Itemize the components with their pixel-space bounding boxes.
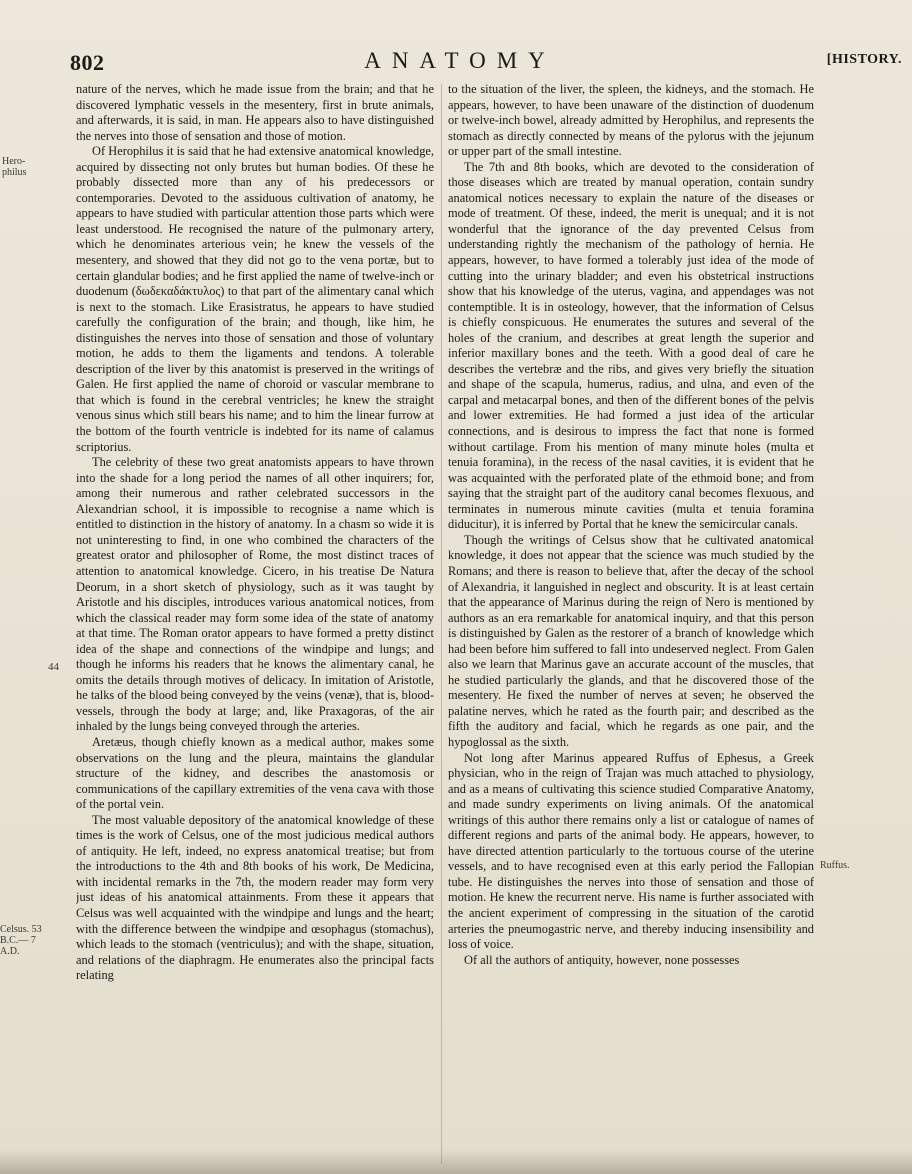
section-tag: [HISTORY. (826, 52, 902, 67)
paragraph: The 7th and 8th books, which are devoted to the consideration of those diseases which are treated by manual operation, contain sundry anatomical notices necessary to explain the nature of the diseases or mode of treatment. Of these, indeed, the merit is unequal; and it is not wonderful that the ignorance of the day prevented Celsus from understanding rightly the mechanism of the pathology of hernia. He appears, however, to have formed a tolerably just idea of the mode of cutting into the urinary bladder; and even his obstetrical instructions show that his knowledge of the uterus, vagina, and appendages was not contemptible. It is in osteology, however, that the information of Celsus is chiefly conspicuous. He enumerates the sutures and several of the holes of the cranium, and describes at great length the superior and inferior maxillary bones and the teeth. With a good deal of care he describes the vertebræ and the ribs, and gives very briefly the situation and shape of the scapula, humerus, radius, and ulna, and even of the carpal and metacarpal bones, and then of the different bones of the pelvis and lower extremities. He had formed a just idea of the articular connections, and is desirous to impress the fact that none is formed without cartilage. From his mention of many minute holes (multa et tenuia foramina), in the recess of the nasal cavities, it is evident that he was acquainted with the perforated plate of the ethmoid bone; and from saying that the straight part of the auditory canal becomes flexuous, and terminates in numerous minute cavities (multa et tenuia foramina diducitur), it is inferred by Portal that he knew the semicircular canals. (448, 159, 814, 532)
paragraph: to the situation of the liver, the spleen, the kidneys, and the stomach. He appears, however, to have been unaware of the distinction of duodenum or twelve-inch bowel, already admitted by Herophilus, and represents the stomach as directly connected by means of the pylorus with the jejunum or upper part of the small intestine. (448, 82, 814, 159)
margin-note-celsus: Celsus. 53 B.C.— 7 A.D. (0, 924, 42, 957)
paragraph: Of Herophilus it is said that he had extensive anatomical knowledge, acquired by dissecting not only brutes but human bodies. Of these he probably dissected more than any of his predecessors or contemporaries. Devoted to the assiduous cultivation of anatomy, he appears to have studied with particular attention those parts which were least understood. He recognised the nature of the pulmonary artery, which he denominates arterious vein; he knew the vessels of the mesentery, and showed that they did not go to the vena portæ, but to certain glandular bodies; and he first applied the name of twelve-inch or duodenum (δωδεκαδάκτυλος) to that part of the alimentary canal which is next to the stomach. Like Erasistratus, he appears to have studied carefully the configuration of the brain; and though, like him, he distinguishes the nerves into those of sensation and those of voluntary motion, he adds to them the ligaments and tendons. A tolerable description of the liver by this anatomist is preserved in the writings of Galen. He first applied the name of choroid or vascular membrane to that which is found in the cerebral ventricles; he knew the straight venous sinus which still bears his name; and to him the linear furrow at the bottom of the fourth ventricle is indebted for its name of calamus scriptorius. (76, 144, 434, 454)
margin-line-number: 44 (48, 661, 59, 673)
left-column (76, 82, 434, 1172)
right-column (448, 82, 814, 1172)
page-number: 802 (70, 50, 105, 75)
paragraph: Of all the authors of antiquity, however, none possesses (464, 952, 740, 967)
paragraph: The celebrity of these two great anatomists appears to have thrown into the shade for a long period the names of all other inquirers; for, among their numerous and rather celebrated successors in the Alexandrian school, it is impossible to recognise a name which is entitled to distinction in the history of anatomy. In a chasm so wide it is not uninteresting to find, in one who combined the characters of the greatest orator and philosopher of Rome, the most distinct traces of attention to anatomical knowledge. Cicero, in his treatise De Natura Deorum, in a short sketch of physiology, such as it was taught by Aristotle and his disciples, introduces various anatomical notices, from which the classical reader may form some idea of the state of anatomy at that time. The Roman orator appears to have formed a pretty distinct idea of the shape and connections of the windpipe and lungs; and though he informs his readers that he knows the alimentary canal, he omits the details through motives of delicacy. In imitation of Aristotle, he talks of the blood being conveyed by the veins (venæ), that is, blood-vessels, through the body at large; and, like Praxagoras, of the air inhaled by the lungs being conveyed through the arteries. (76, 455, 434, 734)
margin-note-herophilus: Hero-philus (2, 156, 27, 178)
paragraph: The most valuable depository of the anatomical knowledge of these times is the work of Celsus, one of the most judicious medical authors of antiquity. He left, indeed, no express anatomical treatise; but from the introductions to the 4th and 8th books of his work, De Medicina, with incidental remarks in the 7th, the modern reader may form very just ideas of his anatomical attainments. From these it appears that Celsus was well acquainted with the windpipe and lungs and the heart; with the difference between the windpipe and œsophagus (stomachus), which leads to the stomach (ventriculus); and with the shape, situation, and relations of the diaphragm. He enumerates also the principal facts relating (76, 812, 434, 983)
running-title: ANATOMY (364, 48, 556, 73)
paragraph: Though the writings of Celsus show that he cultivated anatomical knowledge, it does not appear that the science was much studied by the Romans; and there is reason to believe that, after the decay of the school of Alexandria, it languished in neglect and obscurity. It is at least certain that the appearance of Marinus during the reign of Nero is mentioned by authors as an era remarkable for anatomical inquiry, and that this person is distinguished by Galen as the restorer of a branch of knowledge which had been before him suffered to fall into undeserved neglect. From Galen also we learn that Marinus gave an accurate account of the muscles, that he studied particularly the glands, and that he discovered those of the mesentery. He fixed the number of nerves at seven; he observed the palatine nerves, which he rated as the fourth pair; and described as the fifth the auditory and facial, which he regards as one pair, and the hypoglossal as the sixth. (448, 532, 814, 749)
margin-note-rufus: Ruffus. (820, 860, 850, 871)
paragraph: Aretæus, though chiefly known as a medical author, makes some observations on the lung and the pleura, maintains the glandular structure of the kidney, and describes the anastomosis or communications of the capillary extremities of the vena cava with those of the portal vein. (76, 734, 434, 812)
page-edge-shadow (0, 1150, 912, 1174)
column-divider (441, 84, 442, 1164)
paragraph: Not long after Marinus appeared Ruffus of Ephesus, a Greek physician, who in the reign of Trajan was much attached to physiology, and as a means of cultivating this science studied Comparative Anatomy, and made sundry experiments on living animals. Of the anatomical writings of this author there remains only a list or catalogue of names of different regions and parts of the animal body. He appears, however, to have directed attention particularly to the tortuous course of the uterine vessels, and to have recognised even at this early period the Fallopian tube. He distinguishes the nerves into those of sensation and those of motion. He knew the recurrent nerve. His name is further associated with the ancient experiment of compressing in the situation of the carotid arteries the pneumogastric nerve, and thereby inducing insensibility and loss of voice. (448, 750, 814, 952)
page-header (0, 48, 912, 82)
paragraph: nature of the nerves, which he made issue from the brain; and that he discovered lymphatic vessels in the mesentery, first in brute animals, and afterwards, it is said, in man. He appears also to have distinguished the nerves into those of sensation and those of motion. (76, 82, 434, 143)
